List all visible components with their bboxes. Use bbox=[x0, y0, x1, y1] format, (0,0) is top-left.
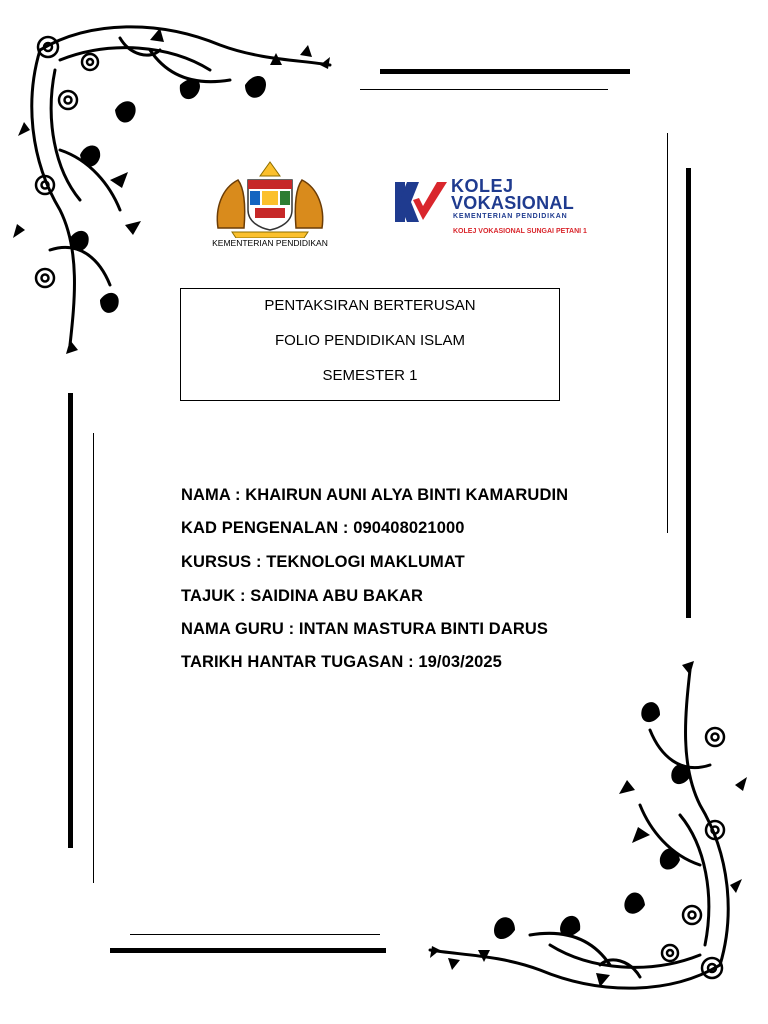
title-box bbox=[180, 288, 560, 401]
detail-kad-pengenalan: KAD PENGENALAN : 090408021000 bbox=[181, 519, 465, 537]
college-word-kolej: KOLEJ bbox=[451, 176, 514, 196]
college-branch-text: KOLEJ VOKASIONAL SUNGAI PETANI 1 bbox=[453, 228, 587, 235]
right-thin-rule bbox=[667, 133, 668, 533]
ministry-caption: KEMENTERIAN PENDIDIKAN bbox=[212, 238, 328, 248]
college-word-vokasional: VOKASIONAL bbox=[451, 193, 575, 213]
left-thick-rule bbox=[68, 393, 73, 848]
right-thick-rule bbox=[686, 168, 691, 618]
detail-tajuk: TAJUK : SAIDINA ABU BAKAR bbox=[181, 587, 424, 605]
bottom-thick-rule bbox=[110, 948, 386, 953]
detail-nama: NAMA : KHAIRUN AUNI ALYA BINTI KAMARUDIN bbox=[181, 486, 569, 504]
left-thin-rule bbox=[93, 433, 94, 883]
floral-ornament-bottom-right bbox=[420, 655, 760, 1015]
detail-nama-guru: NAMA GURU : INTAN MASTURA BINTI DARUS bbox=[181, 620, 548, 638]
detail-tarikh-hantar: TARIKH HANTAR TUGASAN : 19/03/2025 bbox=[181, 653, 502, 671]
college-ministry-text: KEMENTERIAN PENDIDIKAN bbox=[453, 213, 568, 220]
ministry-logo bbox=[200, 158, 340, 266]
kv-monogram-icon bbox=[393, 180, 449, 224]
top-thin-rule bbox=[360, 89, 608, 90]
bottom-thin-rule bbox=[130, 934, 380, 935]
title-line-1: PENTAKSIRAN BERTERUSAN bbox=[264, 297, 476, 314]
title-line-2: FOLIO PENDIDIKAN ISLAM bbox=[274, 332, 466, 349]
top-thick-rule bbox=[380, 69, 630, 74]
kolej-vokasional-logo bbox=[393, 178, 603, 240]
title-line-3: SEMESTER 1 bbox=[322, 367, 418, 384]
coat-of-arms-icon bbox=[200, 158, 340, 238]
detail-kursus: KURSUS : TEKNOLOGI MAKLUMAT bbox=[181, 553, 465, 571]
